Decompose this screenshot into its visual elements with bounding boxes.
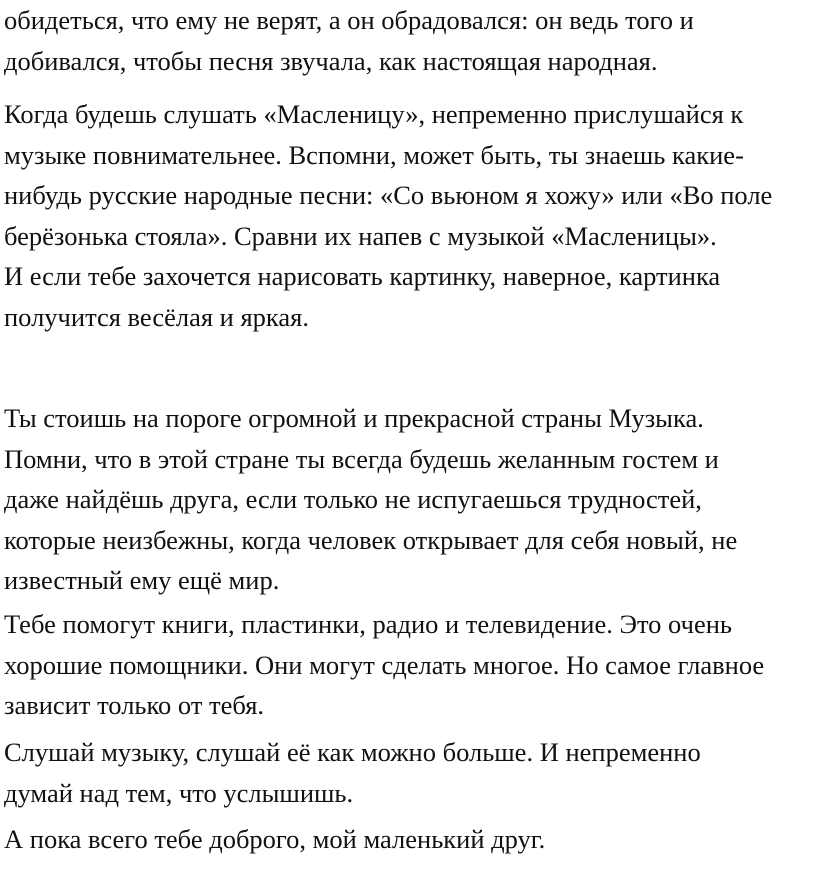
text-line: хорошие помощники. Они могут сделать многое. Но самое главное (4, 649, 765, 680)
text-line: зависит только от тебя. (4, 690, 265, 720)
text-line: известный ему ещё мир. (4, 565, 280, 595)
text-line: которые неизбежны, когда человек открывает для себя новый, не (4, 524, 738, 555)
text-line: Ты стоишь на пороге огромной и прекрасной страны Музыка. (4, 403, 704, 433)
text-line: нибудь русские народные песни: «Со вьюном я хожу» или «Во поле (4, 180, 773, 210)
paragraph-3 (4, 256, 720, 337)
text-line: берёзонька стояла». Сравни их напев с музыкой «Масленицы». (4, 220, 717, 251)
text-line: Тебе помогут книги, пластинки, радио и телевидение. Это очень (4, 609, 732, 639)
paragraph-5 (4, 604, 764, 726)
paragraph-4 (4, 398, 737, 601)
text-line: думай над тем, что услышишь. (4, 777, 354, 808)
paragraph-7 (4, 819, 545, 860)
text-line: музыке повнимательнее. Вспомни, может быть, ты знаешь какие- (4, 139, 744, 170)
text-line: Когда будешь слушать «Масленицу», непременно прислушайся к (4, 99, 744, 129)
text-line: получится весёлая и яркая. (4, 301, 309, 332)
text-line: добивался, чтобы песня звучала, как настоящая народная. (4, 45, 658, 76)
paragraph-6 (4, 732, 701, 813)
text-line: обидеться, что ему не верят, а он обрадовался: он ведь того и (4, 5, 694, 35)
text-line: А пока всего тебе доброго, мой маленький друг. (4, 824, 546, 854)
paragraph-1 (4, 0, 694, 81)
paragraph-2 (4, 94, 772, 256)
text-line: Помни, что в этой стране ты всегда будешь желанным гостем и (4, 443, 719, 474)
text-line: Слушай музыку, слушай её как можно больше. И непременно (4, 737, 701, 767)
text-line: даже найдёшь друга, если только не испугаешься трудностей, (4, 484, 702, 514)
text-line: И если тебе захочется нарисовать картинку, наверное, картинка (4, 261, 721, 291)
